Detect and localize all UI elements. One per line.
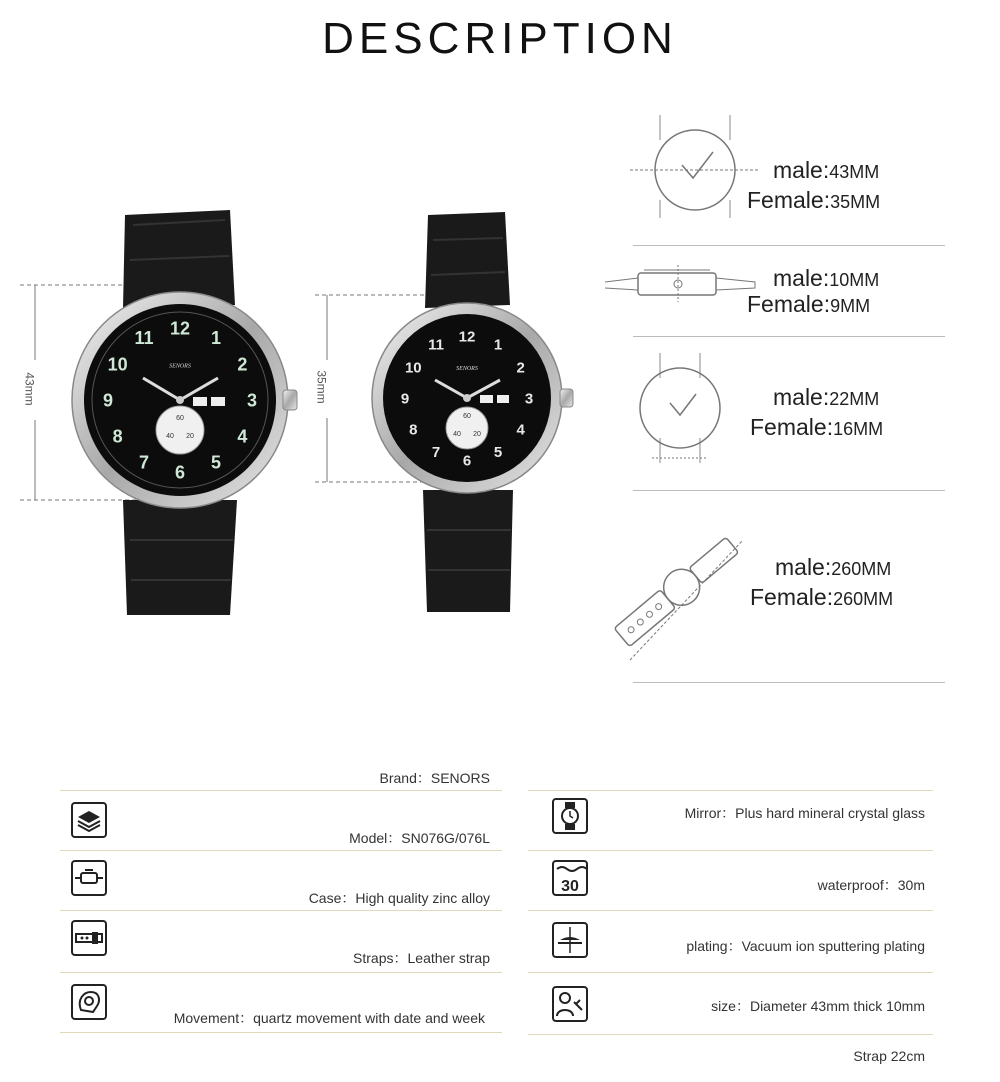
sub-dial-label: 40	[166, 433, 174, 440]
spec-diameter-male: male:43MM	[773, 157, 880, 183]
dial-numeral: 4	[237, 426, 248, 447]
dial-numeral: 6	[174, 462, 186, 483]
divider	[633, 336, 945, 337]
dial-numeral: 2	[237, 354, 248, 375]
strap-icon	[71, 920, 107, 956]
table-divider	[60, 790, 502, 791]
dial-numeral: 4	[516, 421, 525, 439]
mirror-watch-icon	[552, 798, 588, 834]
sub-dial-label: 40	[453, 431, 461, 438]
dial-numeral: 9	[102, 390, 114, 411]
dial-numeral: 9	[400, 390, 410, 408]
model-text: Model：SN076G/076L	[349, 830, 490, 846]
sub-dial-label: 60	[463, 413, 471, 420]
spec-diameter-female: Female:35MM	[747, 187, 881, 213]
divider	[633, 682, 945, 683]
sub-dial-label: 20	[186, 433, 194, 440]
spec-thickness-male: male:10MM	[773, 265, 880, 291]
dial-numeral: 8	[112, 426, 123, 447]
dial-numeral: 12	[458, 328, 476, 346]
female-size-label: 35mm	[314, 370, 329, 404]
mirror-text: Mirror：Plus hard mineral crystal glass	[684, 805, 925, 821]
plating-icon	[552, 922, 588, 958]
table-divider	[528, 850, 933, 851]
dial-numeral: 5	[493, 443, 503, 461]
case-text: Case：High quality zinc alloy	[308, 890, 490, 906]
dial-numeral: 3	[524, 390, 534, 408]
spec-length-male: male:260MM	[775, 554, 892, 580]
watch-front-icon	[630, 110, 760, 220]
table-divider	[528, 790, 933, 791]
size-text: size：Diameter 43mm thick 10mm	[711, 998, 925, 1014]
dial-numeral: 7	[138, 452, 150, 473]
watch-case-icon	[71, 860, 107, 896]
movement-text: Movement：quartz movement with date and week	[173, 1010, 485, 1026]
dial-numeral: 1	[493, 336, 503, 354]
table-divider	[528, 1034, 933, 1035]
watches-illustration	[15, 200, 595, 630]
brand-text: Brand：SENORS	[379, 770, 490, 786]
table-divider	[60, 850, 502, 851]
dial-numeral: 2	[516, 359, 525, 377]
male-size-label: 43mm	[22, 372, 37, 406]
male-watch	[72, 210, 297, 615]
table-divider	[60, 1032, 502, 1033]
layers-icon	[71, 802, 107, 838]
spec-thickness-female: Female:9MM	[747, 291, 871, 317]
dial-brand: SENORS	[456, 366, 478, 373]
dial-numeral: 11	[134, 327, 154, 348]
spec-panel	[600, 110, 945, 690]
movement-icon	[71, 984, 107, 1020]
dial-numeral: 3	[246, 390, 258, 411]
dial-numeral: 12	[169, 318, 191, 339]
specs-table	[0, 760, 1000, 1080]
dial-numeral: 8	[409, 421, 418, 439]
plating-text: plating：Vacuum ion sputtering plating	[686, 938, 925, 954]
strap-length-text: Strap 22cm	[853, 1048, 925, 1064]
dial-numeral: 11	[428, 336, 444, 354]
sub-dial-label: 20	[473, 431, 481, 438]
sub-dial-label: 60	[176, 415, 184, 422]
waterproof-text: waterproof：30m	[817, 877, 925, 893]
spec-length-female: Female:260MM	[750, 584, 894, 610]
table-divider	[60, 972, 502, 973]
page-title: DESCRIPTION	[322, 14, 678, 63]
spec-band-female: Female:16MM	[750, 414, 884, 440]
table-divider	[528, 910, 933, 911]
table-divider	[60, 910, 502, 911]
watch-side-icon	[600, 260, 765, 310]
straps-text: Straps：Leather strap	[353, 950, 490, 966]
dial-numeral: 7	[431, 443, 441, 461]
waterproof-badge: 30	[561, 878, 579, 894]
watch-strap-length-icon	[605, 515, 755, 665]
female-watch	[372, 212, 573, 612]
product-image	[15, 200, 595, 630]
dial-numeral: 1	[210, 327, 222, 348]
spec-band-male: male:22MM	[773, 384, 880, 410]
waterproof-icon	[552, 860, 588, 896]
dial-numeral: 10	[107, 354, 128, 375]
divider	[633, 490, 945, 491]
dial-numeral: 6	[462, 452, 472, 470]
dial-brand: SENORS	[169, 363, 191, 370]
watch-band-width-icon	[630, 348, 730, 468]
divider	[633, 245, 945, 246]
dial-numeral: 5	[210, 452, 222, 473]
table-divider	[528, 972, 933, 973]
dial-numeral: 10	[404, 359, 422, 377]
size-tools-icon	[552, 986, 588, 1022]
